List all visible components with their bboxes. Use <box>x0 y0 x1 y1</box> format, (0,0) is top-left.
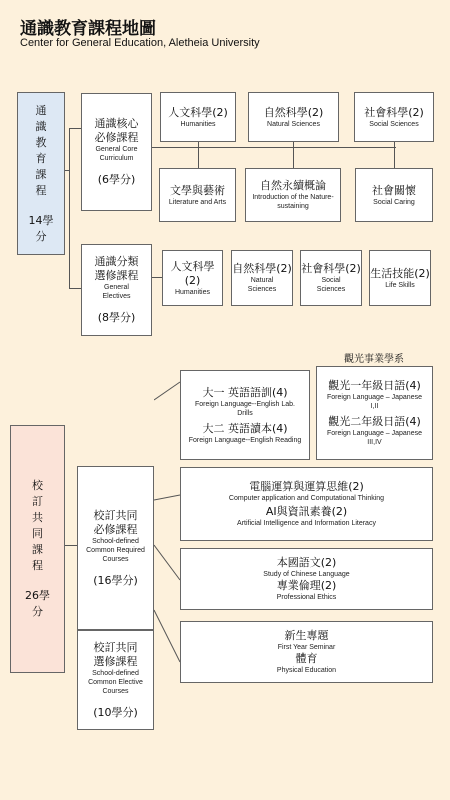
elective-item-label: 人文科學(2) <box>170 259 215 287</box>
core-item-label: 社會關懷 <box>372 183 416 197</box>
school-label: 校訂共同課程 <box>32 479 43 572</box>
computing-item-2-en: Artificial Intelligence and Information Literacy <box>237 520 376 527</box>
required-en-3: Courses <box>102 555 129 563</box>
electives-en-2: Electives <box>102 293 131 300</box>
computing-courses-box <box>180 467 433 541</box>
english-item-2-en: Foreign Language--English Reading <box>188 436 302 444</box>
computing-item-1: 電腦運算與運算思維(2) <box>249 480 364 493</box>
core-item-en: Literature and Arts <box>168 198 227 206</box>
elective-item-life-skills <box>369 250 431 306</box>
electives-en-1: General <box>104 284 129 291</box>
school-elective-en-1: School-defined <box>92 669 139 677</box>
elective-item-en: Life Skills <box>385 281 415 289</box>
page-subtitle: Center for General Education, Aletheia University <box>20 37 260 49</box>
general-ed-label-box <box>17 92 65 255</box>
general-electives-box <box>81 244 152 336</box>
required-title-1: 校訂共同 <box>93 508 138 522</box>
core-en-2: Curriculum <box>99 155 134 162</box>
electives-title-2: 選修課程 <box>94 269 139 282</box>
core-item-label: 人文科學(2) <box>168 105 228 119</box>
japanese-courses-box <box>316 366 433 460</box>
connector <box>69 128 81 129</box>
school-credits: 26學分 <box>25 589 50 618</box>
english-item-2: 大二 英語讀本(4) <box>202 421 288 435</box>
elective-item-en: Social Sciences <box>316 277 346 293</box>
elective-item-social <box>300 250 362 306</box>
required-en-2: Common Required <box>86 546 145 554</box>
seminar-item-1: 新生專題 <box>284 629 329 642</box>
core-item-nature-sustaining <box>245 168 341 222</box>
school-elective-title-2: 選修課程 <box>93 654 138 668</box>
connector <box>293 142 294 168</box>
school-label-box <box>10 425 65 673</box>
electives-title-1: 通識分類 <box>94 255 139 268</box>
japanese-item-2-en: Foreign Language – Japanese III,IV <box>327 430 422 446</box>
japanese-item-1: 觀光一年級日語(4) <box>328 379 421 392</box>
seminar-item-1-en: First Year Seminar <box>277 644 336 651</box>
core-title-1: 通識核心 <box>94 117 139 130</box>
english-item-1: 大一 英語語訓(4) <box>202 385 288 399</box>
elective-item-humanities <box>162 250 223 306</box>
chinese-item-2: 專業倫理(2) <box>276 579 337 592</box>
core-item-label: 文學與藝術 <box>170 183 225 197</box>
core-item-label: 自然科學(2) <box>263 105 324 119</box>
english-item-1-en: Foreign Language--English Lab. Drills <box>194 400 295 417</box>
core-curriculum-box <box>81 93 152 211</box>
seminar-item-2: 體育 <box>295 652 318 665</box>
connector <box>198 142 199 168</box>
chinese-item-1-en: Study of Chinese Language <box>263 571 350 578</box>
english-courses-box <box>180 370 310 460</box>
core-item-en: Social Sciences <box>369 120 419 128</box>
core-item-literature <box>159 168 236 222</box>
chinese-ethics-box <box>180 548 433 610</box>
connector <box>152 277 162 278</box>
computing-item-1-en: Computer application and Computational Thinking <box>228 495 385 502</box>
core-item-en: Natural Sciences <box>267 120 320 128</box>
school-elective-credits: (10學分) <box>93 705 138 719</box>
seminar-item-2-en: Physical Education <box>276 667 337 674</box>
connector <box>65 545 77 546</box>
core-credits: (6學分) <box>97 173 136 186</box>
connector <box>69 288 81 289</box>
core-item-social <box>354 92 434 142</box>
electives-credits: (8學分) <box>97 311 136 324</box>
required-credits: (16學分) <box>93 573 138 587</box>
chinese-item-2-en: Professional Ethics <box>276 594 337 601</box>
school-required-box <box>77 466 154 630</box>
elective-item-en: Humanities <box>174 288 210 296</box>
page-title: 通識教育課程地圖 <box>20 19 156 39</box>
core-en-1: General Core <box>95 146 138 153</box>
school-elective-en-3: Courses <box>102 687 129 695</box>
core-item-en: Humanities <box>180 120 216 128</box>
core-item-label: 社會科學(2) <box>364 105 424 119</box>
japanese-item-2: 觀光二年級日語(4) <box>328 415 421 428</box>
connector <box>69 128 70 288</box>
japanese-item-1-en: Foreign Language – Japanese I,II <box>327 394 422 410</box>
required-title-2: 必修課程 <box>93 522 138 536</box>
core-item-social-caring <box>355 168 433 222</box>
core-title-2: 必修課程 <box>94 131 139 144</box>
connector <box>394 142 395 168</box>
core-item-en: Social Caring <box>373 198 415 206</box>
core-item-humanities <box>160 92 236 142</box>
school-elective-title-1: 校訂共同 <box>93 640 138 654</box>
required-en-1: School-defined <box>92 537 139 545</box>
seminar-pe-box <box>180 621 433 683</box>
core-item-en: Introduction of the Nature-sustaining <box>252 194 334 210</box>
elective-item-label: 生活技能(2) <box>370 266 430 280</box>
connector <box>152 147 396 148</box>
chinese-item-1: 本國語文(2) <box>276 556 337 569</box>
general-ed-label: 通識教育課程 <box>35 103 47 197</box>
tourism-dept-note: 觀光事業學系 <box>344 354 404 365</box>
school-elective-en-2: Common Elective <box>88 678 143 686</box>
general-ed-credits: 14學分 <box>28 213 54 243</box>
core-item-natural <box>248 92 339 142</box>
computing-item-2: AI與資訊素養(2) <box>265 505 348 518</box>
school-elective-box <box>77 630 154 730</box>
elective-item-label: 社會科學(2) <box>301 262 361 275</box>
elective-item-en: Natural Sciences <box>247 277 277 293</box>
elective-item-label: 自然科學(2) <box>232 262 292 275</box>
core-item-label: 自然永續概論 <box>260 179 326 192</box>
elective-item-natural <box>231 250 293 306</box>
